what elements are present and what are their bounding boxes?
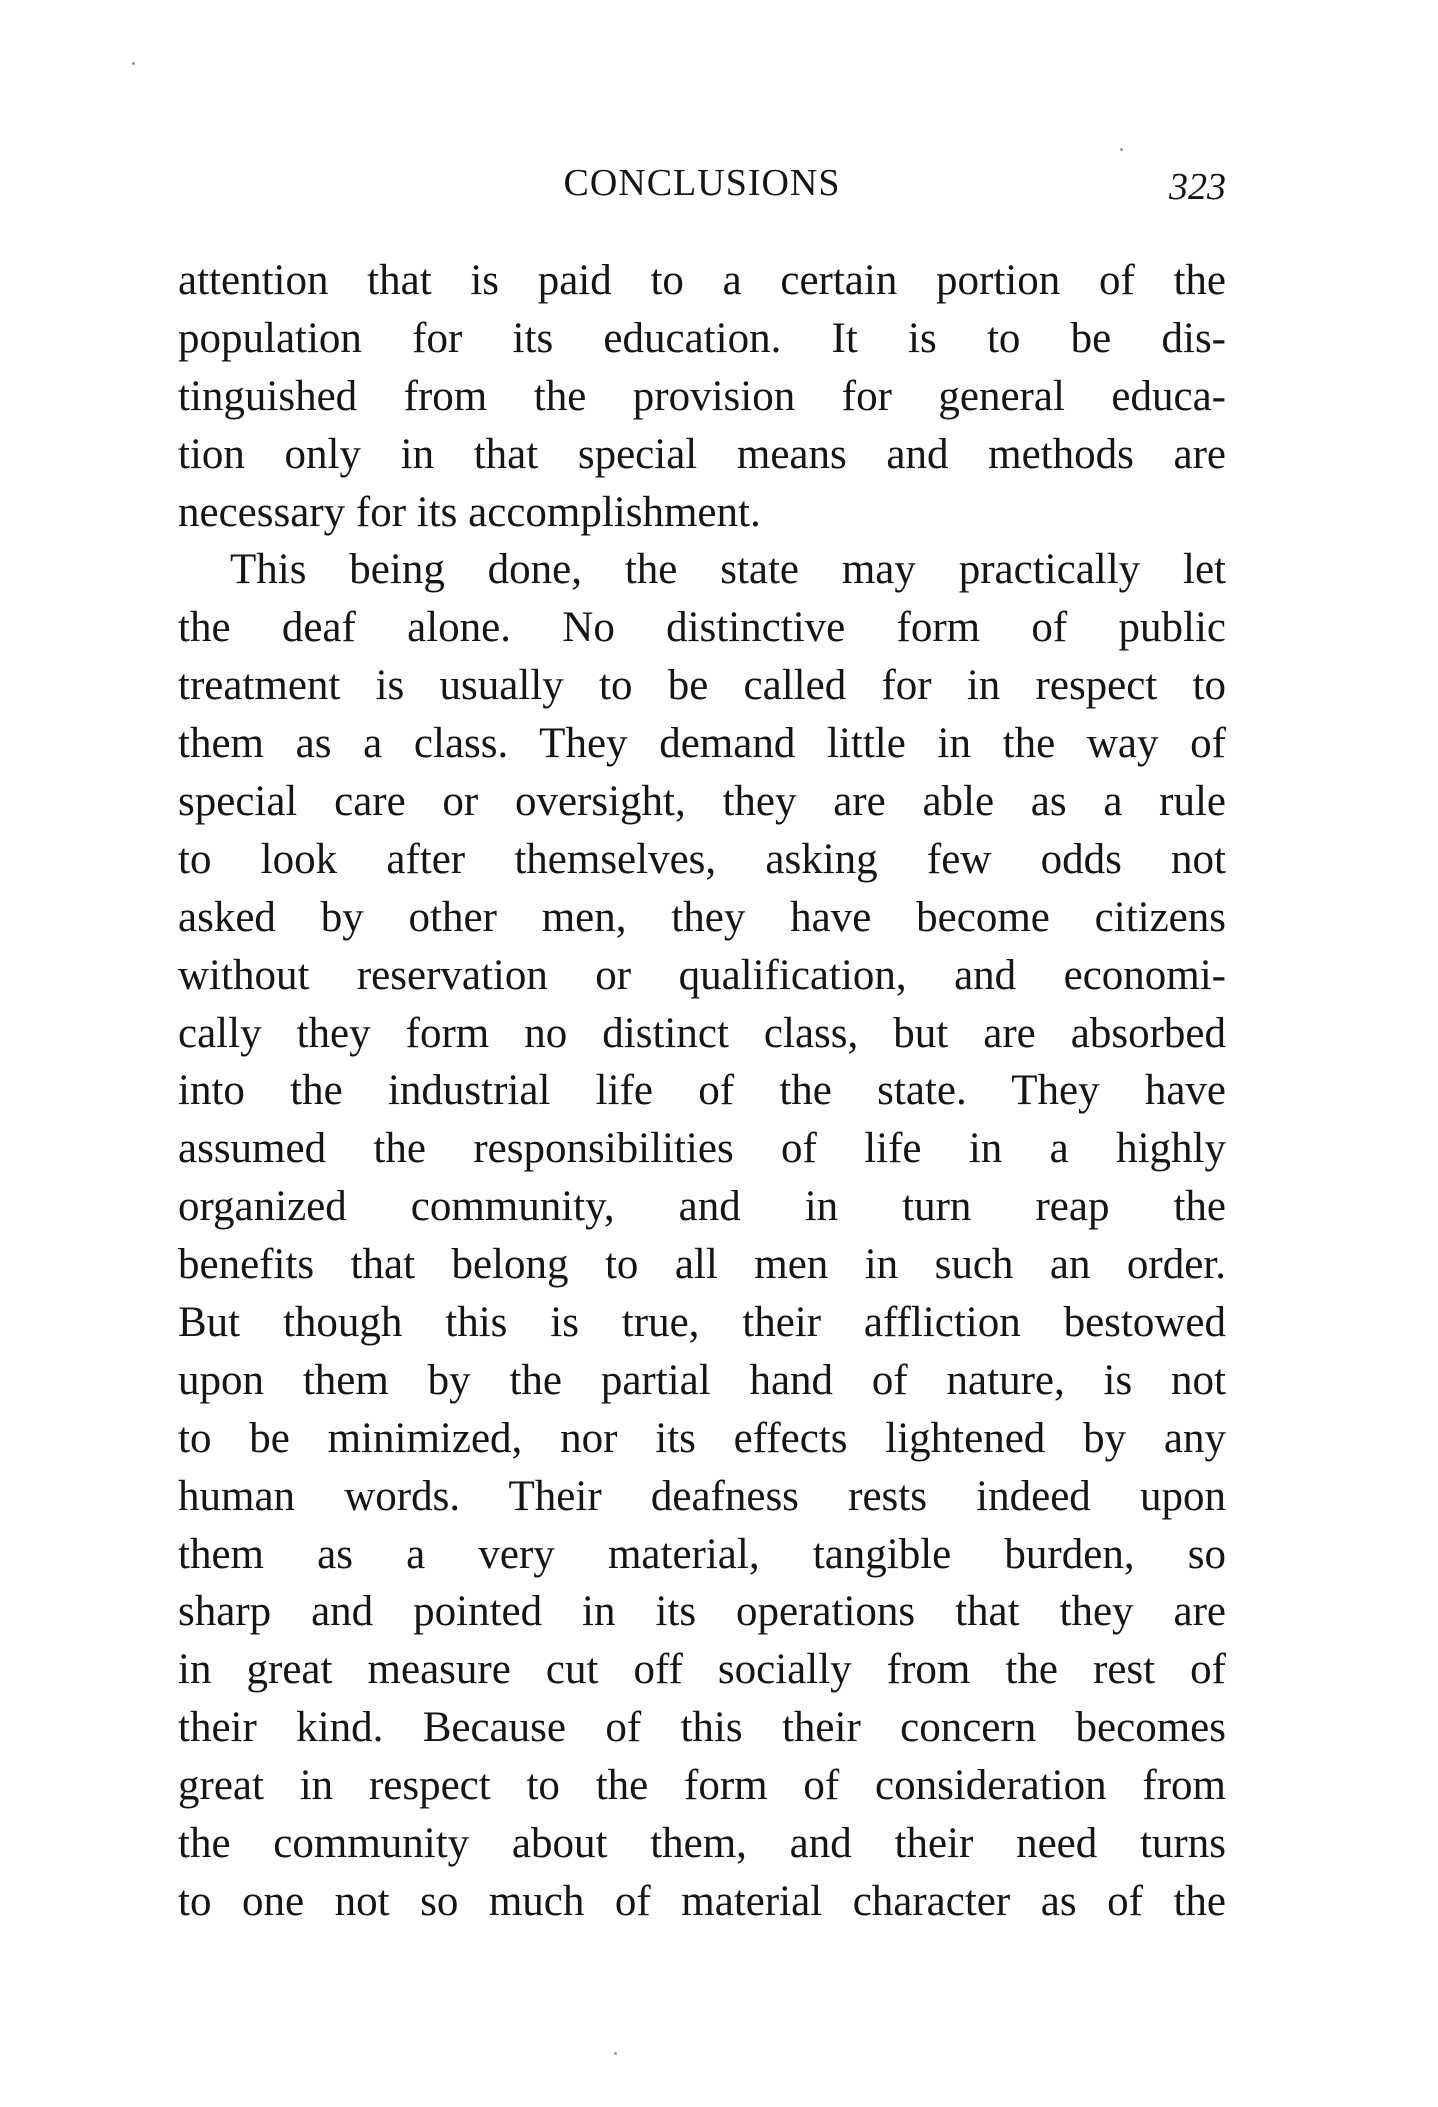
text-line: without reservation or qualification, and economi-	[178, 951, 1226, 999]
text-line: tion only in that special means and methods are	[178, 430, 1226, 478]
text-line: in great measure cut off socially from the rest of	[178, 1646, 1226, 1694]
paper-speck	[132, 62, 135, 65]
paragraph-first-line: This being done, the state may practically let	[230, 546, 1226, 594]
text-line: special care or oversight, they are able as a rule	[178, 778, 1226, 826]
text-line: them as a very material, tangible burden, so	[178, 1530, 1226, 1578]
text-line: human words. Their deafness rests indeed upon	[178, 1472, 1226, 1520]
paper-speck	[1120, 148, 1123, 151]
text-line: asked by other men, they have become citizens	[178, 893, 1226, 941]
text-line: the deaf alone. No distinctive form of public	[178, 604, 1226, 652]
text-line: the community about them, and their need turns	[178, 1820, 1226, 1868]
text-line: to look after themselves, asking few odds not	[178, 835, 1226, 883]
text-line: necessary for its accomplishment.	[178, 488, 761, 536]
text-line: cally they form no distinct class, but are absorbed	[178, 1009, 1226, 1057]
text-line: into the industrial life of the state. They have	[178, 1067, 1226, 1115]
text-line: to one not so much of material character as of the	[178, 1877, 1226, 1925]
text-line: treatment is usually to be called for in respect to	[178, 662, 1226, 710]
text-line: assumed the responsibilities of life in a highly	[178, 1125, 1226, 1173]
text-line: benefits that belong to all men in such an order.	[178, 1241, 1226, 1289]
text-line: But though this is true, their affliction bestowed	[178, 1299, 1226, 1347]
text-line: population for its education. It is to be dis-	[178, 314, 1226, 362]
running-title: CONCLUSIONS	[563, 162, 841, 204]
text-line: upon them by the partial hand of nature, is not	[178, 1356, 1226, 1404]
text-line: them as a class. They demand little in the way of	[178, 720, 1226, 768]
text-line: to be minimized, nor its effects lightened by any	[178, 1414, 1226, 1462]
text-line: great in respect to the form of consideration from	[178, 1762, 1226, 1810]
body-text	[178, 252, 1226, 1931]
text-line: sharp and pointed in its operations that they are	[178, 1588, 1226, 1636]
running-head	[178, 158, 1226, 208]
text-line: attention that is paid to a certain portion of the	[178, 257, 1226, 304]
paper-speck	[614, 2052, 617, 2055]
text-line: their kind. Because of this their concern becomes	[178, 1704, 1226, 1752]
text-line: tinguished from the provision for general educa-	[178, 372, 1226, 420]
page-number: 323	[1169, 166, 1226, 208]
text-line: organized community, and in turn reap the	[178, 1183, 1226, 1231]
